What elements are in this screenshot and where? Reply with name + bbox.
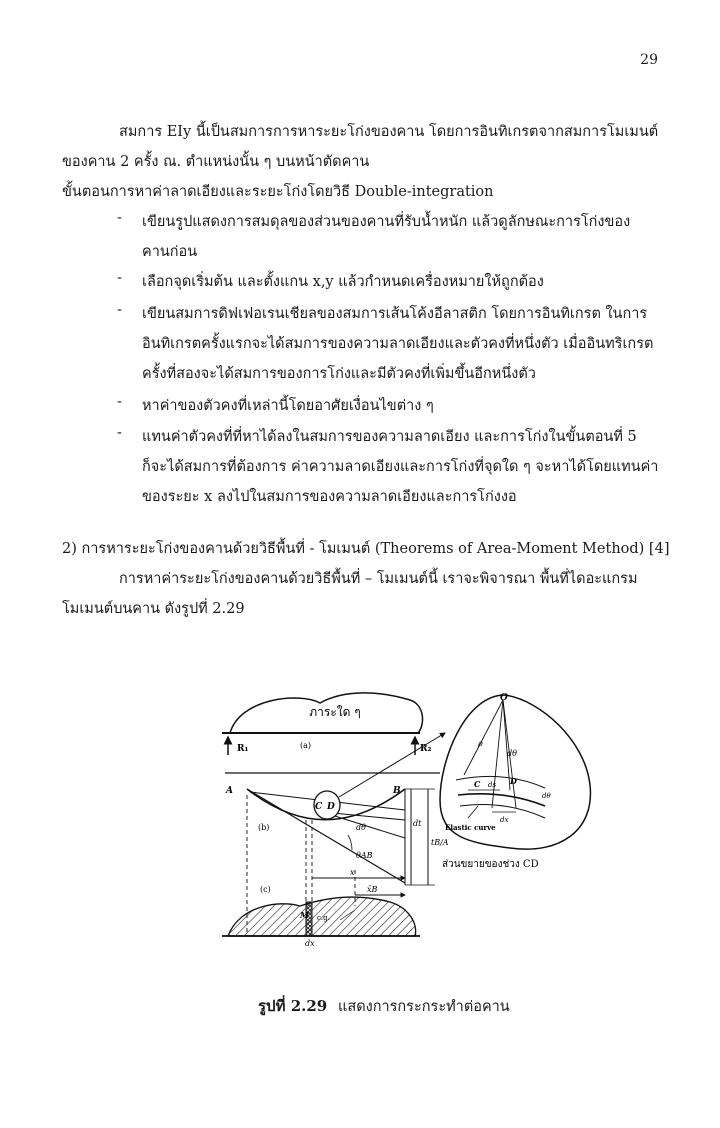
dtheta-label: dθ [356,823,366,832]
zoom-caption: ส่วนขยายของช่วง CD [442,859,539,870]
paragraph-line: โมเมนต์บนคาน ดังรูปที่ 2.29 [62,601,245,617]
ds-label: ds [488,781,497,789]
subfigure-b-label: (b) [258,823,270,832]
bullet: - [117,302,122,318]
subfigure-a-label: (a) [300,741,312,750]
step-line: เขียนรูปแสดงการสมดุลของส่วนของคานที่รับน้ำหนัก แล้วดูลักษณะการโก่งของ [142,214,631,230]
paragraph-line: ของคาน 2 ครั้ง ณ. ตำแหน่งนั้น ๆ บนหน้าตัดคาน [62,154,370,170]
paragraph-line: สมการ EIy นี้เป็นสมการการหาระยะโก่งของคาน โดยการอินทิเกรตจากสมการโมเมนต์ [119,124,659,140]
point-o-label: O [500,693,508,703]
point-c-label: C [315,802,323,812]
bullet: - [117,394,122,410]
theta-ab-label: θAB [356,851,373,860]
figure-caption-label: รูปที่ 2.29 [258,997,328,1015]
load-label: ภาระใด ๆ [309,705,361,719]
rho-label: ρ [478,739,483,748]
x-bar-label: x̄B [367,885,378,894]
bullet: - [117,210,122,226]
elastic-curve-label: Elastic curve [445,823,496,832]
step-line: อินทิเกรตครั้งแรกจะได้สมการของความลาดเอียงและตัวคงที่หนึ่งตัว เมื่ออินทริเกรต [142,336,654,352]
figure-caption-text: แสดงการกระกระทำต่อคาน [338,999,510,1015]
step-line: ก็จะได้สมการที่ต้องการ ค่าความลาดเอียงและการโก่งที่จุดใด ๆ จะหาได้โดยแทนค่า [142,459,659,475]
moment-diagram [222,878,420,936]
point-a-label: A [226,786,233,796]
steps-heading: ขั้นตอนการหาค่าลาดเอียงและระยะโก่งโดยวิธี Double-integration [62,184,494,200]
step-line: เลือกจุดเริ่มต้น และตั้งแกน x,y แล้วกำหนดเครื่องหมายให้ถูกต้อง [142,274,544,290]
step-line: ของระยะ x ลงไปในสมการของความลาดเอียงและการโก่งงอ [142,489,517,505]
subfigure-c-label: (c) [260,885,271,894]
point-d-label: D [327,802,335,812]
zoom-dtheta-right-label: dθ [542,792,551,800]
t-ba-label: tB/A [431,838,449,847]
dt-label: dt [413,819,422,828]
bullet: - [117,270,122,286]
step-line: คานก่อน [142,244,198,260]
section-heading: 2) การหาระยะโก่งของคานด้วยวิธีพื้นที่ - โมเมนต์ (Theorems of Area-Moment Method) [4] [62,541,670,557]
deflection-diagram [225,733,445,885]
step-line: เขียนสมการดิฟเฟอเรนเชียลของสมการเส้นโค้งอีลาสติก โดยการอินทิเกรต ในการ [142,306,648,322]
cg-label: c.g. [317,914,330,922]
point-b-label: B [393,786,401,796]
paragraph-line: การหาค่าระยะโก่งของคานด้วยวิธีพื้นที่ – โมเมนต์นี้ เราจะพิจารณา พื้นที่ไดอะแกรม [119,571,638,587]
zoom-dtheta-label: dθ [507,749,517,758]
zoom-dx-label: dx [500,816,509,824]
x-label: x [350,868,355,877]
load-diagram [222,693,423,755]
r1-label: R₁ [237,744,249,754]
step-line: หาค่าของตัวคงที่เหล่านี้โดยอาศัยเงื่อนไขต่าง ๆ [142,398,434,414]
bullet: - [117,425,122,441]
step-line: ครั้งที่สองจะได้สมการของการโก่งและมีตัวคงที่เพิ่มขึ้นอีกหนึ่งตัว [142,366,536,382]
dx-label: dx [305,939,315,948]
zoom-point-d-label: D [510,776,517,786]
step-line: แทนค่าตัวคงที่ที่หาได้ลงในสมการของความลาดเอียง และการโก่งในขั้นตอนที่ 5 [142,429,637,445]
point-m-label: M [300,910,309,920]
r2-label: R₂ [420,744,432,754]
page-number: 29 [640,52,658,68]
zoom-point-c-label: C [474,779,481,789]
